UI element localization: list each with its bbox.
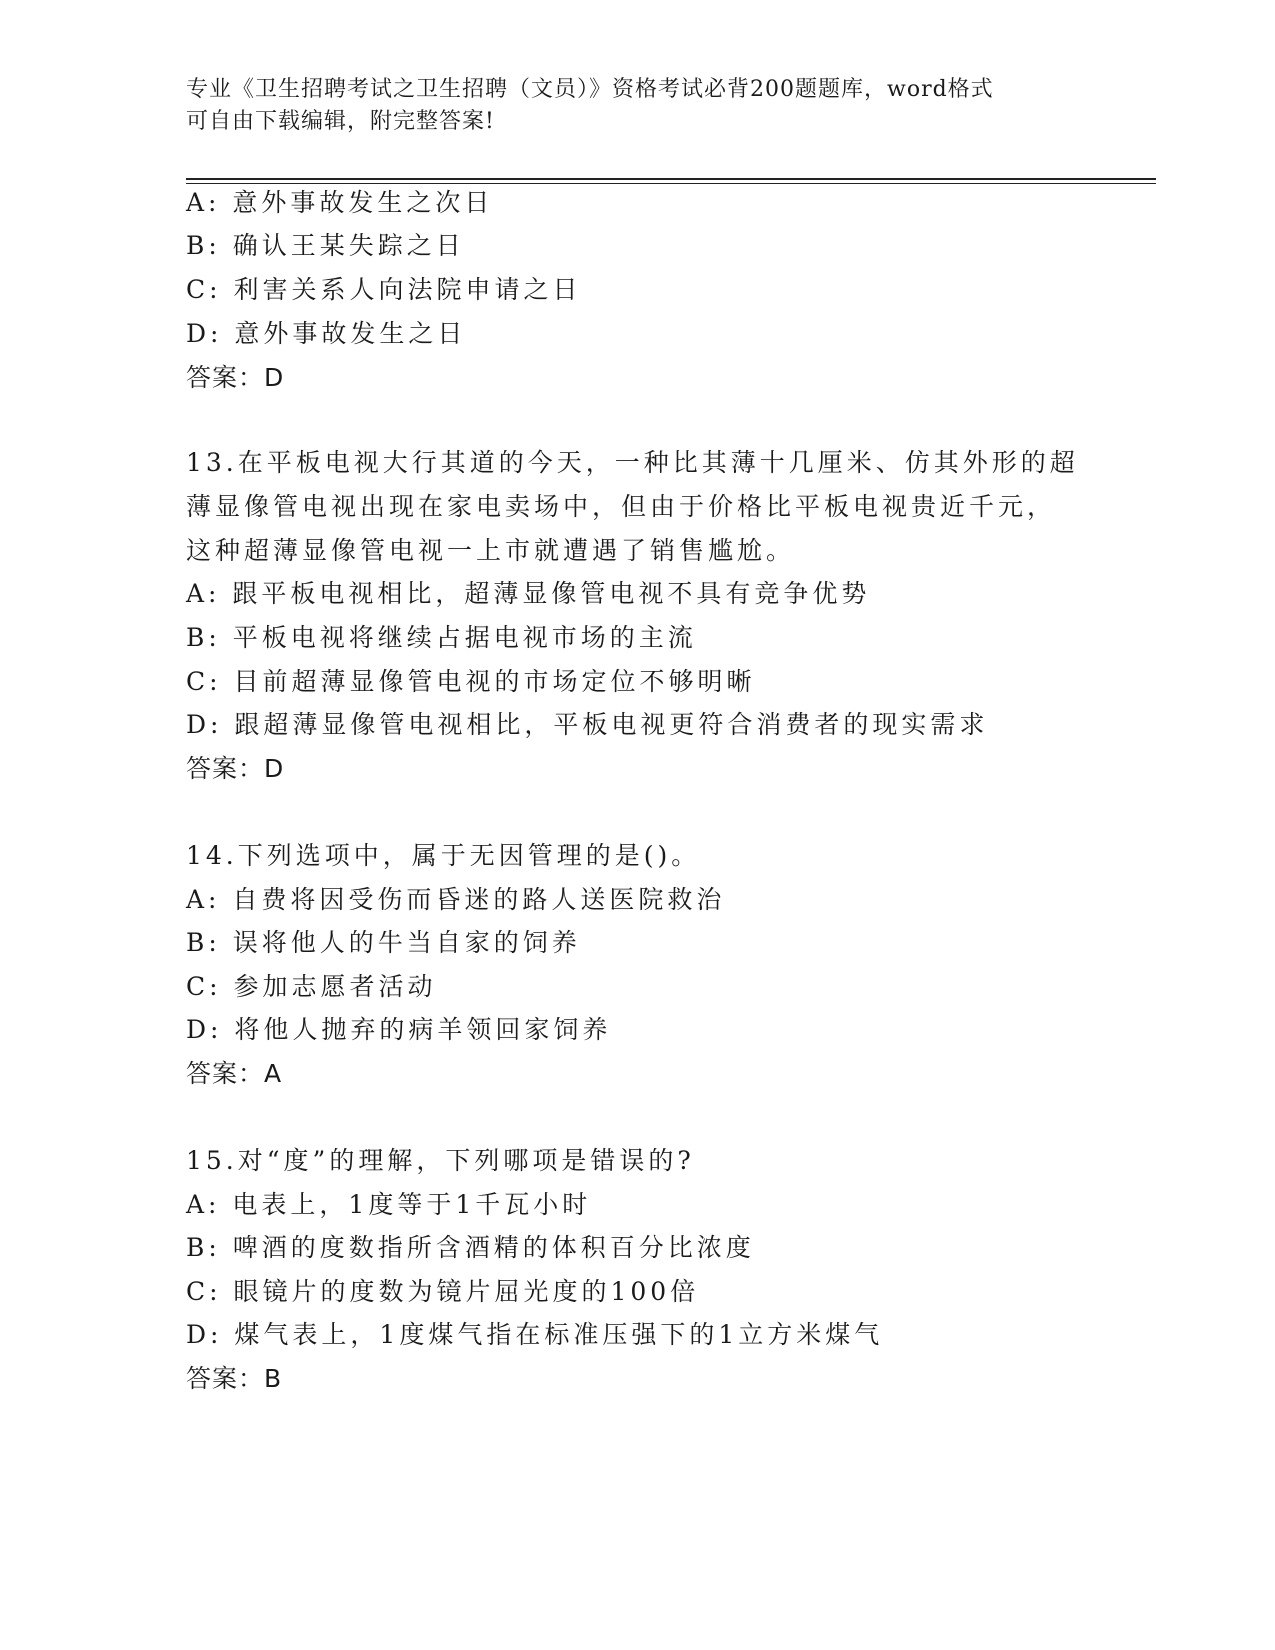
q13-stem-line-3: 这种超薄显像管电视一上市就遭遇了销售尴尬。: [186, 536, 796, 565]
q13-option-a: A: 跟平板电视相比，超薄显像管电视不具有竞争优势: [186, 579, 871, 608]
q13-stem-line-1: 13.在平板电视大行其道的今天，一种比其薄十几厘米、仿其外形的超: [186, 448, 1079, 477]
q14-stem: 14.下列选项中，属于无因管理的是()。: [186, 841, 701, 870]
q12-option-c: C: 利害关系人向法院申请之日: [186, 275, 582, 304]
q12-option-d: D: 意外事故发生之日: [186, 319, 467, 348]
header-divider-thin: [186, 183, 1156, 184]
q15-option-c: C: 眼镜片的度数为镜片屈光度的100倍: [186, 1277, 700, 1306]
q15-stem: 15.对“度”的理解，下列哪项是错误的?: [186, 1146, 695, 1175]
q13-stem-line-2: 薄显像管电视出现在家电卖场中，但由于价格比平板电视贵近千元，: [186, 492, 1057, 521]
header-line-2: 可自由下载编辑，附完整答案!: [186, 109, 495, 134]
q12-option-a: A: 意外事故发生之次日: [186, 188, 494, 217]
q15-option-d: D: 煤气表上，1度煤气指在标准压强下的1立方米煤气: [186, 1320, 884, 1349]
q14-option-d: D: 将他人抛弃的病羊领回家饲养: [186, 1015, 612, 1044]
q15-option-b: B: 啤酒的度数指所含酒精的体积百分比浓度: [186, 1233, 755, 1262]
q14-option-a: A: 自费将因受伤而昏迷的路人送医院救治: [186, 885, 726, 914]
q13-option-d: D: 跟超薄显像管电视相比，平板电视更符合消费者的现实需求: [186, 710, 989, 739]
q12-answer: 答案：D: [186, 363, 285, 392]
header-line-1: 专业《卫生招聘考试之卫生招聘（文员）》资格考试必背200题题库，word格式: [186, 77, 994, 102]
q12-option-b: B: 确认王某失踪之日: [186, 231, 465, 260]
q13-answer: 答案：D: [186, 754, 285, 783]
q15-option-a: A: 电表上，1度等于1千瓦小时: [186, 1190, 592, 1219]
q14-option-b: B: 误将他人的牛当自家的饲养: [186, 928, 581, 957]
q13-option-b: B: 平板电视将继续占据电视市场的主流: [186, 623, 697, 652]
q14-option-c: C: 参加志愿者活动: [186, 972, 437, 1001]
q13-option-c: C: 目前超薄显像管电视的市场定位不够明晰: [186, 667, 756, 696]
document-header: [186, 74, 1066, 138]
header-divider-thick: [186, 178, 1156, 180]
q14-answer: 答案：A: [186, 1059, 283, 1088]
q15-answer: 答案：B: [186, 1364, 283, 1393]
